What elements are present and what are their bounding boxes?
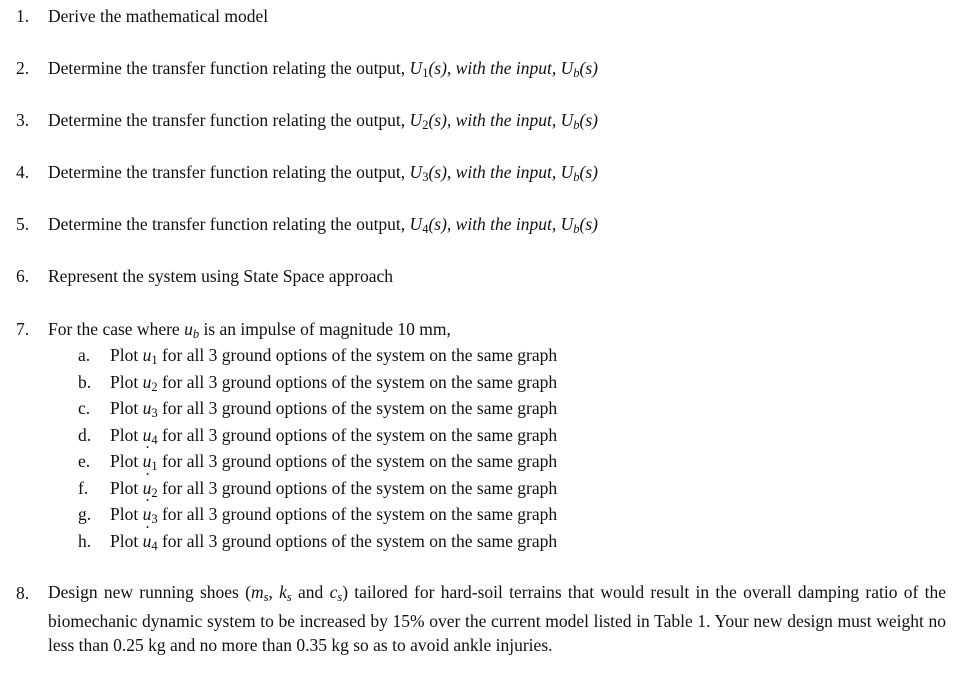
- subitem-c: c. Plot $u_3$ for all 3 ground options of the system on the same graph: [78, 398, 558, 420]
- question-number: 2.: [16, 58, 30, 78]
- question-text: Determine the transfer function relating the output, $U_3(s)$, with the input, $U_b(s)$: [48, 162, 599, 184]
- question-text: Derive the mathematical model: [48, 6, 269, 26]
- question-number: 3.: [16, 110, 30, 130]
- subitem-h: h. Plot ˙ $u_4$ for all 3 ground options of the system on the same graph: [78, 528, 557, 559]
- question-number: 8.: [16, 583, 30, 603]
- question-number: 6.: [16, 266, 30, 286]
- question-number: 7.: [16, 319, 30, 339]
- question-text: Represent the system using State Space approach: [48, 266, 394, 286]
- question-text: Determine the transfer function relating the output, $U_1(s)$, with the input, $U_b(s)$: [48, 58, 599, 80]
- question-text: Determine the transfer function relating the output, $U_4(s)$, with the input, $U_b(s)$: [48, 214, 599, 236]
- question-number: 4.: [16, 162, 30, 182]
- subitem-a: a. Plot $u_1$ for all 3 ground options of the system on the same graph: [78, 345, 558, 367]
- subitem-e: e. Plot ˙ $u_1$ for all 3 ground options of the system on the same graph: [78, 448, 557, 479]
- question-number: 5.: [16, 214, 30, 234]
- question-number: 1.: [16, 6, 30, 26]
- question-text: Determine the transfer function relating the output, $U_2(s)$, with the input, $U_b(s)$: [48, 110, 599, 132]
- subitem-b: b. Plot $u_2$ for all 3 ground options of the system on the same graph: [78, 371, 558, 394]
- question-text: For the case where $u_b$ is an impulse of magnitude 10 mm,: [48, 319, 451, 341]
- subitem-g: g. Plot ˙ $u_3$ for all 3 ground options of the system on the same graph: [78, 501, 557, 532]
- subitem-d: d. Plot $u_4$ for all 3 ground options of the system on the same graph: [78, 424, 558, 447]
- subitem-f: f. Plot ˙ $u_2$ for all 3 ground options of the system on the same graph: [78, 475, 557, 506]
- question-8-text: Design new running shoes ($m_s$, $k_s$ and $c_s$) tailored for hard-soil terrains that would result in the overall damping ratio of the biomechanic dynamic system to be increased by 15% over the current model listed in Table 1. Your new design must weight no less than 0.25 kg and no more than 0.35 kg so as to avoid ankle injuries.: [48, 582, 946, 655]
